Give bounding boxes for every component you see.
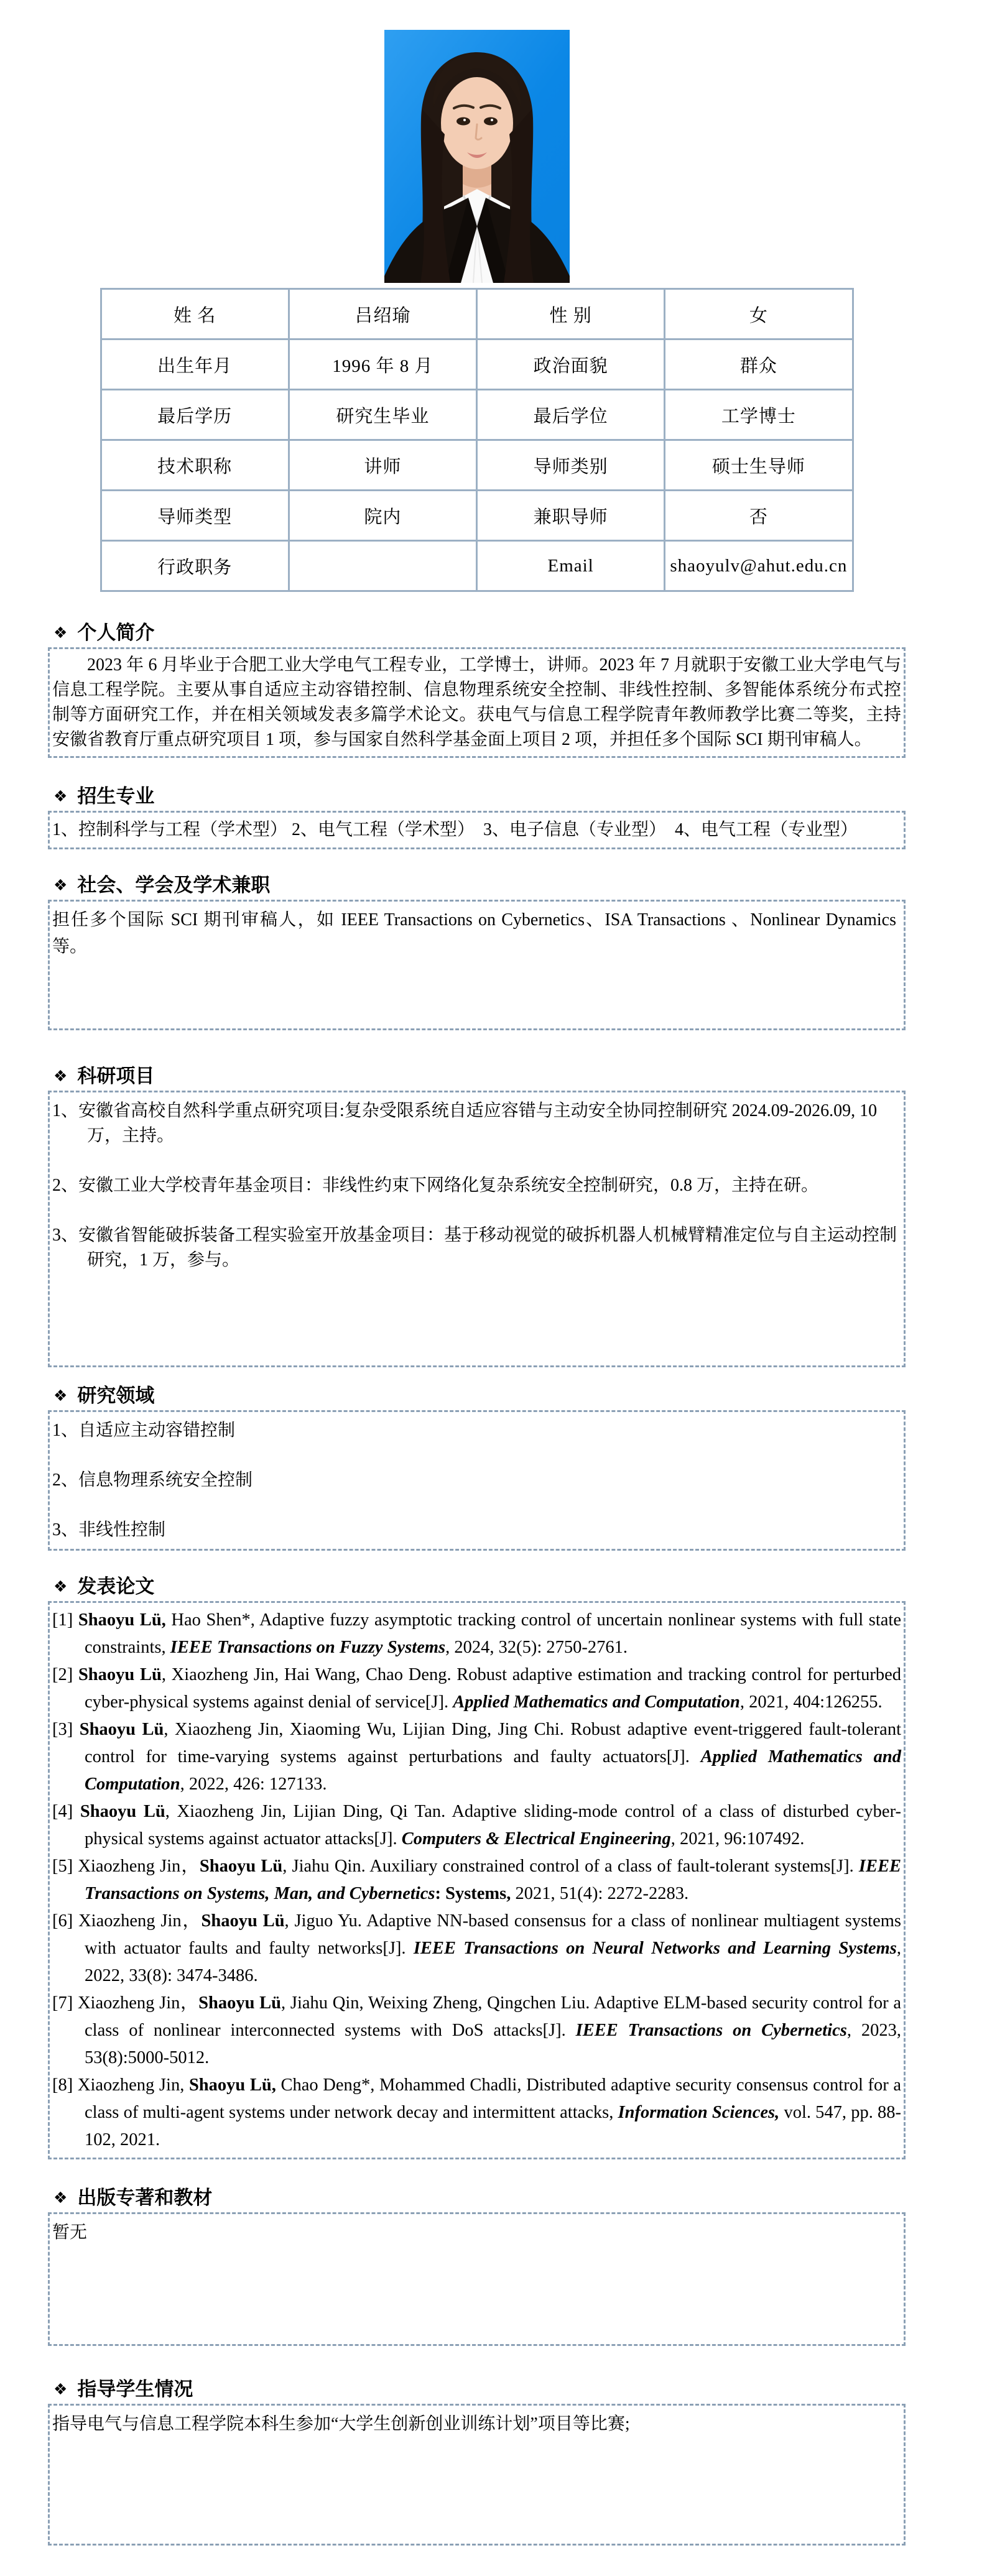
publication-index: [8] <box>52 2075 78 2095</box>
section-publications <box>48 1576 906 2159</box>
profile-field-value: 吕绍瑜 <box>289 289 476 339</box>
publication-text-segment: Shaoyu Lü <box>80 1802 165 1821</box>
publication-index: [7] <box>52 1993 78 2013</box>
publication-text-segment: , Xiaozheng Jin, Hai Wang, Chao Deng. Robust adaptive estimation and tracking control for perturbed cyber-physical systems against denial of service[J]. <box>85 1665 901 1712</box>
publication-text-segment: Applied Mathematics and Computation <box>85 1747 902 1794</box>
section-box-projects <box>48 1091 906 1367</box>
diamond-bullet-icon: ❖ <box>53 876 68 894</box>
publication-text-segment: vol. 547, pp. 88-102, 2021. <box>85 2103 901 2149</box>
publication-text-segment: Applied Mathematics and Computation <box>453 1692 740 1712</box>
publication-text-segment: Information Sciences, <box>618 2103 780 2122</box>
publication-text-segment: IEEE Transactions on Systems, Man, and Cybernetics <box>85 1857 901 1903</box>
profile-table-row-5 <box>101 491 853 541</box>
numbered-item: 1、安徽省高校自然科学重点研究项目:复杂受限系统自适应容错与主动安全协同控制研究 2024.09-2026.09, 10 万，主持。 <box>52 1101 878 1145</box>
publication-text-segment: Xiaozheng Jin， <box>77 1993 199 2013</box>
publication-text-segment: , 2021, 404:126255. <box>739 1692 883 1712</box>
profile-table-row-6 <box>101 541 853 591</box>
profile-field-value: 研究生毕业 <box>289 390 476 440</box>
profile-field-label: Email <box>477 541 665 591</box>
publication-text-segment: Shaoyu Lü <box>78 1665 162 1684</box>
profile-table <box>100 288 854 592</box>
publication-text-segment: IEEE Transactions on Cybernetics <box>575 2021 847 2040</box>
publication-text-segment: , 2023, 53(8):5000-5012. <box>85 2021 901 2067</box>
publication-text-segment: Xiaozheng Jin， <box>78 1911 202 1931</box>
publication-index: [2] <box>52 1665 78 1684</box>
publication-text-segment: Shaoyu Lü <box>199 1857 283 1876</box>
profile-field-label: 技术职称 <box>101 440 289 491</box>
section-heading-projects <box>48 1065 906 1087</box>
profile-field-label: 行政职务 <box>101 541 289 591</box>
section-box-majors <box>48 811 906 849</box>
section-title: 社会、学会及学术兼职 <box>77 874 271 896</box>
section-fields <box>48 1385 906 1551</box>
section-heading-intro <box>48 622 906 644</box>
profile-field-value: 硕士生导师 <box>665 440 853 491</box>
publication-text-segment: Shaoyu Lü <box>198 1993 282 2013</box>
publication-text-segment: Shaoyu Lü <box>201 1911 285 1931</box>
section-title: 发表论文 <box>77 1576 155 1597</box>
section-box-memberships <box>48 900 906 1030</box>
publication-text-segment: : Systems, <box>435 1884 511 1903</box>
profile-table-row-2 <box>101 339 853 390</box>
profile-field-value: 1996 年 8 月 <box>289 339 476 390</box>
publication-index: [3] <box>52 1720 80 1739</box>
publication-text-segment: , Jiguo Yu. Adaptive NN-based consensus for a class of nonlinear multiagent systems with actuator faults and faulty networks[J]. <box>85 1911 901 1958</box>
publication-text-segment: Chao Deng*, Mohammed Chadli, Distributed adaptive security consensus control for a class of multi-agent systems under network decay and intermittent attacks, <box>85 2075 901 2122</box>
section-heading-books <box>48 2187 906 2209</box>
id-photo <box>384 30 570 283</box>
section-box-intro <box>48 647 906 758</box>
profile-table-row-4 <box>101 440 853 491</box>
profile-field-value: 否 <box>665 491 853 541</box>
numbered-item: 3、非线性控制 <box>52 1520 166 1540</box>
profile-field-value: 院内 <box>289 491 476 541</box>
numbered-item: 3、安徽省智能破拆装备工程实验室开放基金项目：基于移动视觉的破拆机器人机械臂精准定位与自主运动控制研究，1 万，参与。 <box>52 1226 897 1270</box>
diamond-bullet-icon: ❖ <box>53 2380 68 2398</box>
section-box-students <box>48 2404 906 2546</box>
publication-item <box>52 1716 901 1798</box>
publication-text-segment: IEEE Transactions on Neural Networks and Learning Systems <box>413 1939 897 1958</box>
section-box-publications <box>48 1601 906 2159</box>
section-title: 研究领域 <box>77 1385 155 1406</box>
numbered-item: 2、安徽工业大学校青年基金项目：非线性约束下网络化复杂系统安全控制研究，0.8 万，主持在研。 <box>52 1176 819 1195</box>
diamond-bullet-icon: ❖ <box>53 1067 68 1085</box>
diamond-bullet-icon: ❖ <box>53 624 68 642</box>
profile-field-value: 群众 <box>665 339 853 390</box>
section-title: 指导学生情况 <box>77 2378 193 2400</box>
publication-text-segment: 2021, 51(4): 2272-2283. <box>511 1884 689 1903</box>
publication-text-segment: Shaoyu Lü, <box>78 1610 166 1630</box>
publication-text-segment: Shaoyu Lü, <box>188 2075 276 2095</box>
profile-field-label: 政治面貌 <box>477 339 665 390</box>
section-students <box>48 2378 906 2546</box>
diamond-bullet-icon: ❖ <box>53 2189 68 2207</box>
publication-text-segment: Xiaozheng Jin， <box>78 1857 200 1876</box>
publication-index: [1] <box>52 1610 78 1630</box>
publication-index: [5] <box>52 1857 78 1876</box>
publication-text-segment: , Xiaozheng Jin, Xiaoming Wu, Lijian Ding, Jing Chi. Robust adaptive event-triggered fault-tolerant control for time-varying systems against perturbations and faulty actuators[J]. <box>85 1720 901 1766</box>
profile-field-label: 最后学历 <box>101 390 289 440</box>
section-box-books <box>48 2212 906 2346</box>
section-title: 招生专业 <box>77 785 155 807</box>
diamond-bullet-icon: ❖ <box>53 1577 68 1595</box>
section-title: 个人简介 <box>77 622 155 644</box>
publication-item <box>52 1607 901 1661</box>
publication-text-segment: , Jiahu Qin, Weixing Zheng, Qingchen Liu. Adaptive ELM-based security control for a class of nonlinear interconnected systems with DoS attacks[J]. <box>85 1993 901 2040</box>
section-heading-students <box>48 2378 906 2401</box>
section-memberships <box>48 874 906 1030</box>
section-majors <box>48 785 906 849</box>
publication-text-segment: , Xiaozheng Jin, Lijian Ding, Qi Tan. Adaptive sliding-mode control of a class of disturbed cyber-physical systems against actuator attacks[J]. <box>85 1802 901 1849</box>
profile-field-value <box>289 541 476 591</box>
publication-item <box>52 1990 901 2072</box>
publication-text-segment: , 2022, 33(8): 3474-3486. <box>85 1939 901 1985</box>
profile-table-row-1 <box>101 289 853 339</box>
diamond-bullet-icon: ❖ <box>53 787 68 805</box>
profile-field-label: 姓 名 <box>101 289 289 339</box>
section-heading-fields <box>48 1385 906 1407</box>
publication-index: [6] <box>52 1911 79 1931</box>
numbered-item: 2、信息物理系统安全控制 <box>52 1470 253 1490</box>
section-heading-memberships <box>48 874 906 897</box>
profile-field-value: 讲师 <box>289 440 476 491</box>
profile-table-row-3 <box>101 390 853 440</box>
profile-field-label: 导师类别 <box>477 440 665 491</box>
publication-text-segment: Computers & Electrical Engineering <box>401 1829 671 1849</box>
section-text: 暂无 <box>52 2223 88 2242</box>
profile-field-label: 性 别 <box>477 289 665 339</box>
section-box-fields <box>48 1410 906 1551</box>
section-title: 科研项目 <box>77 1065 155 1087</box>
profile-field-label: 导师类型 <box>101 491 289 541</box>
publication-text-segment: Shaoyu Lü <box>79 1720 164 1739</box>
section-title: 出版专著和教材 <box>77 2187 213 2209</box>
intro-paragraph: 2023 年 6 月毕业于合肥工业大学电气工程专业，工学博士，讲师。2023 年 7 月就职于安徽工业大学电气与信息工程学院。主要从事自适应主动容错控制、信息物理系统安全控制、非线性控制、多智能体系统分布式控制等方面研究工作，并在相关领域发表多篇学术论文。获电气与信息工程学院青年教师教学比赛二等奖，主持安徽省教育厅重点研究项目 1 项，参与国家自然科学基金面上项目 2 项，并担任多个国际 SCI 期刊审稿人。 <box>52 655 901 749</box>
publication-item <box>52 2072 901 2154</box>
publication-text-segment: Xiaozheng Jin, <box>77 2075 189 2095</box>
publication-item <box>52 1853 901 1908</box>
publication-item <box>52 1798 901 1853</box>
section-text: 担任多个国际 SCI 期刊审稿人，如 IEEE Transactions on Cybernetics、ISA Transactions 、Nonlinear Dynamics 等。 <box>52 910 896 956</box>
diamond-bullet-icon: ❖ <box>53 1387 68 1405</box>
publication-text-segment: Hao Shen*, Adaptive fuzzy asymptotic tracking control of uncertain nonlinear systems with full state constraints, <box>85 1610 901 1657</box>
publication-text-segment: , 2024, 32(5): 2750-2761. <box>445 1638 628 1657</box>
sections-container <box>48 622 906 2546</box>
section-projects <box>48 1065 906 1367</box>
majors-line: 1、控制科学与工程（学术型） 2、电气工程（学术型） 3、电子信息（专业型） 4、电气工程（专业型） <box>52 820 858 839</box>
numbered-item: 1、自适应主动容错控制 <box>52 1421 236 1440</box>
publication-text-segment: , 2022, 426: 127133. <box>180 1775 327 1794</box>
publication-text-segment: IEEE Transactions on Fuzzy Systems <box>170 1638 446 1657</box>
section-intro <box>48 622 906 758</box>
profile-field-value: 女 <box>665 289 853 339</box>
id-photo-image <box>384 30 570 283</box>
profile-field-label: 兼职导师 <box>477 491 665 541</box>
section-books <box>48 2187 906 2346</box>
publication-text-segment: , Jiahu Qin. Auxiliary constrained control of a class of fault-tolerant systems[J]. <box>282 1857 859 1876</box>
profile-field-value: shaoyulv@ahut.edu.cn <box>665 541 853 591</box>
section-text: 指导电气与信息工程学院本科生参加“大学生创新创业训练计划”项目等比赛; <box>52 2414 630 2434</box>
profile-field-label: 最后学位 <box>477 390 665 440</box>
publication-item <box>52 1661 901 1716</box>
publication-item <box>52 1908 901 1990</box>
profile-field-label: 出生年月 <box>101 339 289 390</box>
section-heading-majors <box>48 785 906 808</box>
profile-field-value: 工学博士 <box>665 390 853 440</box>
publication-index: [4] <box>52 1802 80 1821</box>
publication-text-segment: , 2021, 96:107492. <box>670 1829 805 1849</box>
section-heading-publications <box>48 1576 906 1598</box>
